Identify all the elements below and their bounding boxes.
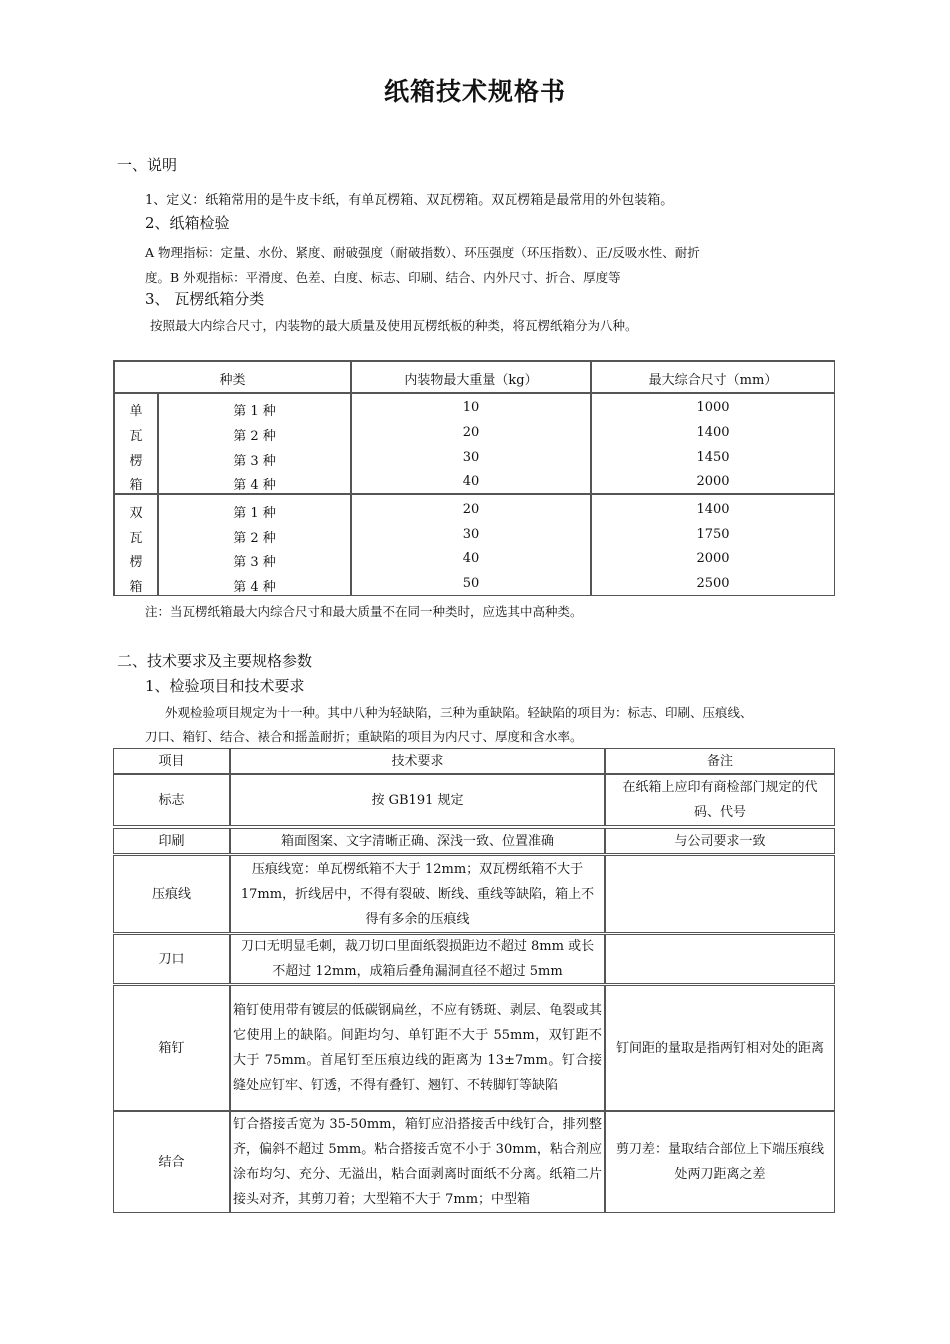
row-note-text: 剪刀差：量取结合部位上下端压痕线处两刀距离之差 xyxy=(615,1142,824,1182)
table-row-weight: 30 xyxy=(462,527,480,542)
group-label-char: 瓦 xyxy=(129,531,143,546)
table1-header-kind: 种类 xyxy=(219,373,246,388)
table-row-size: 1400 xyxy=(696,502,730,517)
table-row-req xyxy=(230,985,605,1111)
table-row-note xyxy=(605,1111,835,1213)
table-row-weight: 50 xyxy=(462,576,480,591)
table-row-weight: 20 xyxy=(462,425,480,440)
row-req-text: 刀口无明显毛刺，裁刀切口里面纸裂损距边不超过 8mm 或长不超过 12mm，成箱后叠角漏洞直径不超过 5mm xyxy=(240,939,595,979)
group-label-char: 双 xyxy=(129,506,143,521)
table-row-kind: 第 1 种 xyxy=(233,404,276,419)
table-row-req xyxy=(230,774,605,826)
table-row-kind: 第 4 种 xyxy=(233,580,276,595)
table-row-size: 1450 xyxy=(696,450,730,465)
table-row-weight: 10 xyxy=(462,400,480,415)
table-row-item xyxy=(113,985,230,1111)
table-row-item xyxy=(113,934,230,984)
row-item-text: 压痕线 xyxy=(151,886,191,902)
group-label-char: 箱 xyxy=(129,478,143,493)
table-row-note xyxy=(605,774,835,826)
table1-header-size: 最大综合尺寸（mm） xyxy=(648,373,778,388)
table-row-size: 1000 xyxy=(696,400,730,415)
section-heading-2: 二、技术要求及主要规格参数 xyxy=(117,652,313,670)
row-req-text: 钉合搭接舌宽为 35-50mm，箱钉应沿搭接舌中线钉合，排列整齐，偏斜不超过 5mm。粘合搭接舌宽不小于 30mm，粘合剂应涂布均匀、充分、无溢出，粘合面剥离时面纸不分离。纸箱二片接头对齐，其剪刀着；大型箱不大于 7mm；中型箱 xyxy=(233,1117,602,1207)
table-row-size: 1400 xyxy=(696,425,730,440)
subheading-classification: 3、 瓦楞纸箱分类 xyxy=(145,290,265,308)
classification-table xyxy=(113,360,835,596)
table-row-req xyxy=(230,855,605,933)
table2-header-item xyxy=(113,748,230,774)
table1-header-weight: 内装物最大重量（kg） xyxy=(404,373,538,388)
table1-note: 注：当瓦楞纸箱最大内综合尺寸和最大质量不在同一种类时，应选其中高种类。 xyxy=(145,604,583,619)
table-row-kind: 第 2 种 xyxy=(233,429,276,444)
group-label-char: 瓦 xyxy=(129,429,143,444)
row-item-text: 印刷 xyxy=(158,833,185,849)
table-row-size: 2000 xyxy=(696,474,730,489)
table-row-req xyxy=(230,828,605,854)
table-row-item xyxy=(113,774,230,826)
inspection-text-line2: 度。B 外观指标：平滑度、色差、白度、标志、印刷、结合、内外尺寸、折合、厚度等 xyxy=(145,270,621,285)
definition-text: 1、定义：纸箱常用的是牛皮卡纸，有单瓦楞箱、双瓦楞箱。双瓦楞箱是最常用的外包装箱。 xyxy=(145,193,674,208)
table-row-weight: 20 xyxy=(462,502,480,517)
group-label-char: 单 xyxy=(129,404,143,419)
classification-text: 按照最大内综合尺寸，内装物的最大质量及使用瓦楞纸板的种类，将瓦楞纸箱分为八种。 xyxy=(150,318,638,333)
row-note-text: 与公司要求一致 xyxy=(674,833,766,849)
table-row-kind: 第 1 种 xyxy=(233,506,276,521)
table-row-kind: 第 3 种 xyxy=(233,454,276,469)
row-req-text: 箱钉使用带有镀层的低碳钢扁丝，不应有锈斑、剥层、龟裂或其它使用上的缺陷。间距均匀、单钉距不大于 55mm，双钉距不大于 75mm。首尾钉至压痕边线的距离为 13±7mm。钉合接缝处应钉牢、钉透，不得有叠钉、翘钉、不转脚钉等缺陷 xyxy=(233,1003,602,1093)
inspection-intro-line1: 外观检验项目规定为十一种。其中八种为轻缺陷，三种为重缺陷。轻缺陷的项目为：标志、印刷、压痕线、 xyxy=(165,705,753,720)
table-row-kind: 第 4 种 xyxy=(233,478,276,493)
inspection-intro-line2: 刀口、箱钉、结合、裱合和摇盖耐折；重缺陷的项目为内尺寸、厚度和含水率。 xyxy=(145,729,583,744)
table-row-note xyxy=(605,934,835,984)
row-req-text: 箱面图案、文字清晰正确、深浅一致、位置准确 xyxy=(280,833,554,849)
subheading-inspection: 2、纸箱检验 xyxy=(145,214,230,232)
table-row-weight: 40 xyxy=(462,474,480,489)
table2-header-note-text: 备注 xyxy=(706,753,733,769)
table2-header-req-text: 技术要求 xyxy=(391,753,444,769)
row-req-text: 按 GB191 规定 xyxy=(371,792,464,808)
table-row-item xyxy=(113,855,230,933)
table2-header-req xyxy=(230,748,605,774)
table-row-size: 2500 xyxy=(696,576,730,591)
row-item-text: 标志 xyxy=(158,792,185,808)
table-row-item xyxy=(113,1111,230,1213)
row-item-text: 结合 xyxy=(158,1154,185,1170)
table-row-weight: 40 xyxy=(462,551,480,566)
table-row-size: 2000 xyxy=(696,551,730,566)
group-label-char: 楞 xyxy=(129,454,143,469)
page-title: 纸箱技术规格书 xyxy=(383,77,566,106)
table-row-item xyxy=(113,828,230,854)
row-req-text: 压痕线宽：单瓦楞纸箱不大于 12mm；双瓦楞纸箱不大于 17mm，折线居中，不得有裂破、断线、重线等缺陷，箱上不得有多余的压痕线 xyxy=(240,861,595,927)
row-note-text: 在纸箱上应印有商检部门规定的代码、代号 xyxy=(622,780,818,820)
section-heading-1: 一、说明 xyxy=(117,156,178,174)
inspection-text-line1: A 物理指标：定量、水份、紧度、耐破强度（耐破指数）、环压强度（环压指数）、正/反吸水性、耐折 xyxy=(145,245,700,260)
table-row-weight: 30 xyxy=(462,450,480,465)
table2-header-note xyxy=(605,748,835,774)
row-note-text: 钉间距的量取是指两钉相对处的距离 xyxy=(615,1040,824,1056)
table-row-req xyxy=(230,934,605,984)
requirements-table xyxy=(113,748,835,1213)
row-item-text: 箱钉 xyxy=(158,1040,185,1056)
table2-header-item-text: 项目 xyxy=(158,753,185,769)
subheading-inspection-items: 1、检验项目和技术要求 xyxy=(145,677,305,695)
table-row-kind: 第 3 种 xyxy=(233,555,276,570)
table-row-note xyxy=(605,828,835,854)
row-item-text: 刀口 xyxy=(158,951,185,967)
group-label-char: 箱 xyxy=(129,580,143,595)
table-row-note xyxy=(605,855,835,933)
group-label-char: 楞 xyxy=(129,555,143,570)
table-row-size: 1750 xyxy=(696,527,730,542)
table-row-req xyxy=(230,1111,605,1213)
table-row-note xyxy=(605,985,835,1111)
table-row-kind: 第 2 种 xyxy=(233,531,276,546)
